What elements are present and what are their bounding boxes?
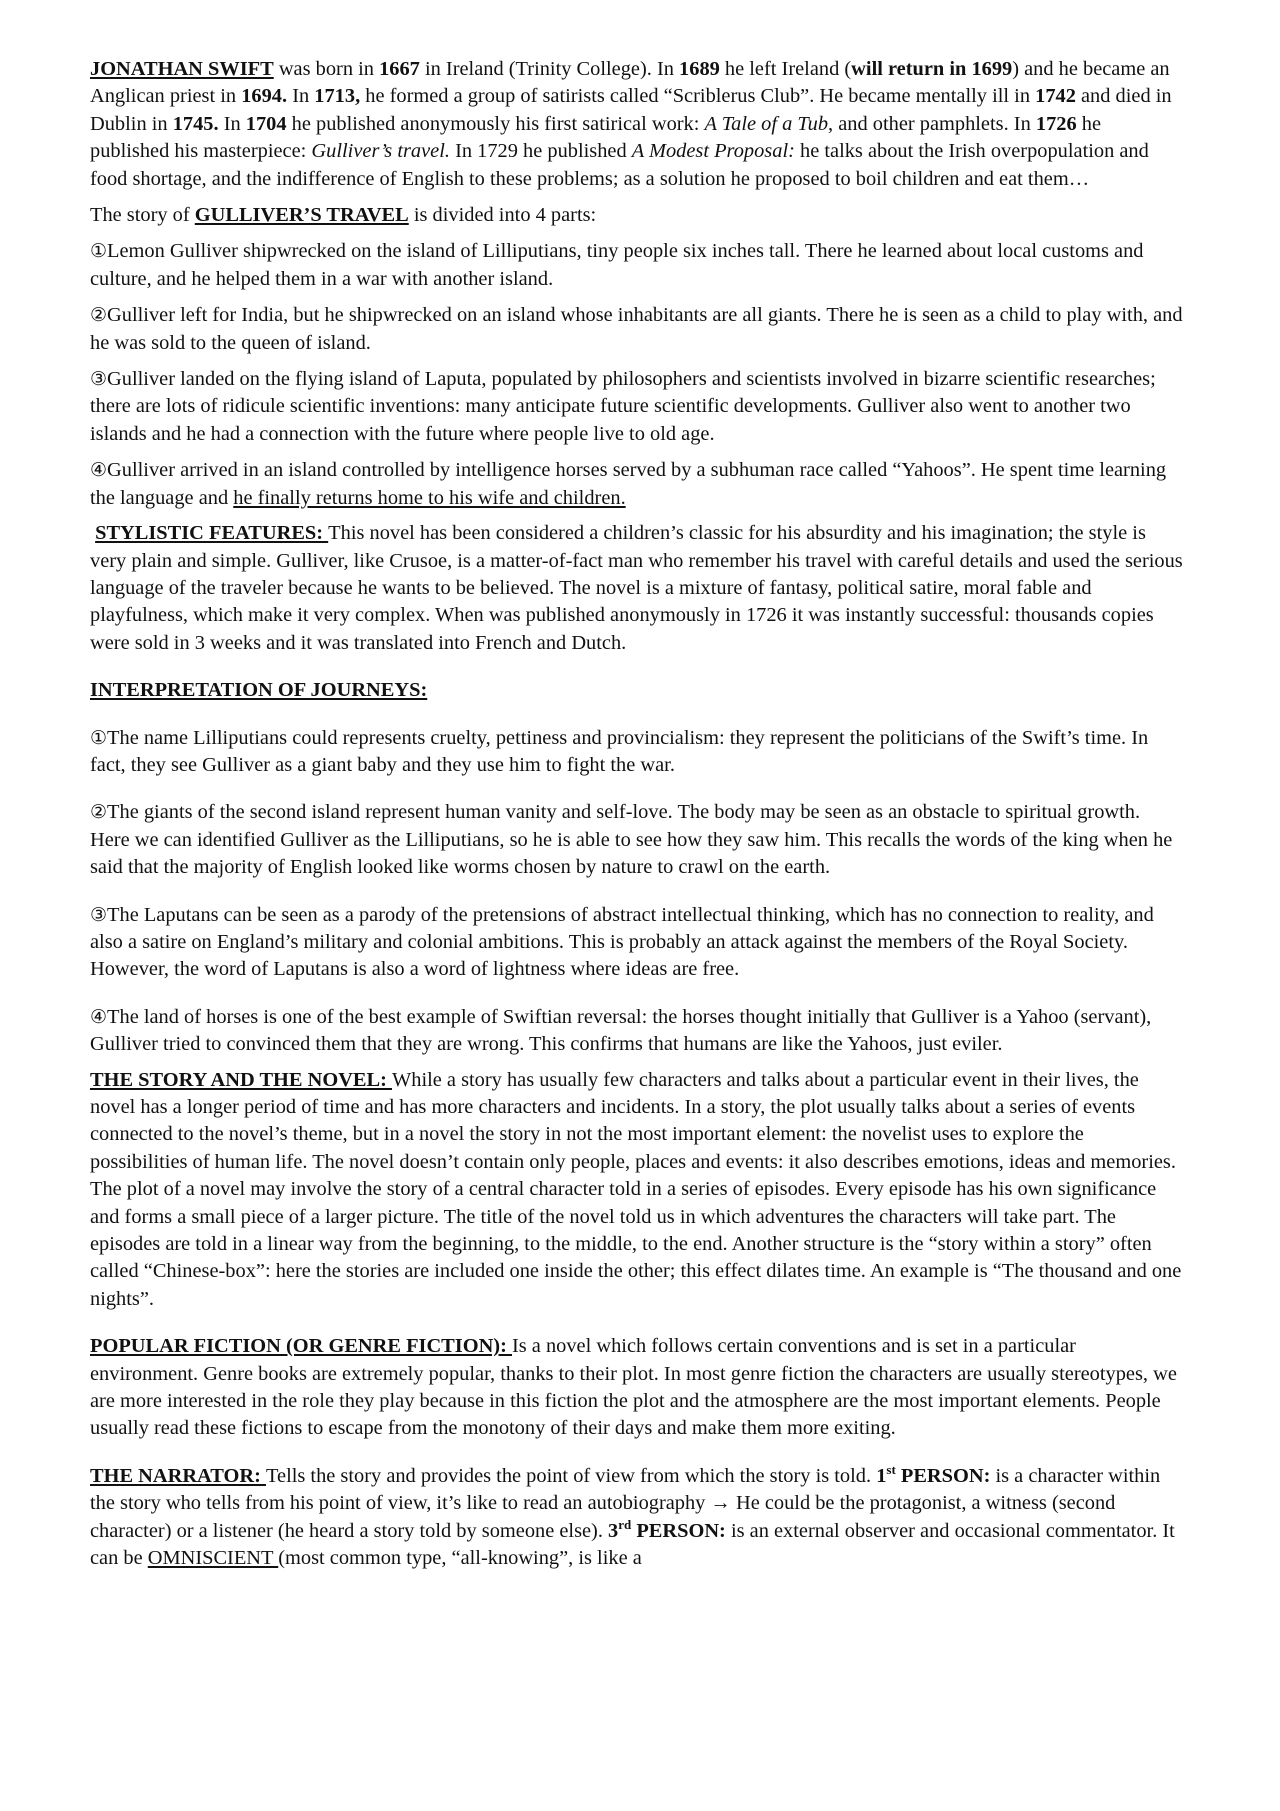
gulliver-intro-paragraph [90,202,1184,229]
circled-number: ① [90,727,108,749]
bio-text: ) and he became an Anglican priest in [90,58,1170,108]
first-person-label [876,1462,991,1487]
bio-year: 1713, [314,85,361,108]
narrator-text: is an external observer and occasional commentator. It can be [90,1519,1175,1570]
interpretation-item [90,799,1184,881]
narrator-paragraph [90,1463,1184,1573]
interpretation-text: The name Lilliputians could represents cruelty, pettiness and provincialism: they represent the politicians of the Swift’s time. In fact, they see Gulliver as a giant baby and they use him to fight the war. [90,726,1149,776]
bio-year: 1689 [679,58,720,80]
bio-text: In 1729 he published [449,140,632,163]
third-person-ordinal: rd [618,1516,632,1532]
narrator-text: is a character within the story who tells from his point of view, it’s like to read an autobiography → He could be the protagonist, a witness (second character) or a listener (he heard a story told by someone else). [90,1464,1161,1542]
third-person-label [608,1516,726,1542]
stylistic-text: This novel has been considered a children’s classic for his absurdity and his imagination; the style is very plain and simple. Gulliver, like Crusoe, is a matter-of-fact man who remember his travel with careful details and used the serious language of the traveler because he wants to be believed. The novel is a mixture of fantasy, political satire, moral fable and playfulness, which make it very complex. When was published anonymously in 1726 it was instantly successful: thousands copies were sold in 3 weeks and it was translated into French and Dutch. [90,522,1183,654]
interpretation-heading-paragraph [90,677,1184,704]
bio-text: , and other pamphlets. In [828,112,1036,135]
interpretation-text: The giants of the second island represent human vanity and self-love. The body may be seen as an obstacle to spiritual growth. Here we can identified Gulliver as the Lilliputians, so he is able to see how they saw him. This recalls the words of the king when he said that the majority of English looked like worms chosen by nature to crawl on the earth. [90,801,1173,879]
popular-fiction-heading: POPULAR FICTION (OR GENRE FICTION): [90,1335,512,1358]
interpretation-text: The land of horses is one of the best example of Swiftian reversal: the horses thought initially that Gulliver is a Yahoo (servant), Gulliver tried to convinced them that they are wrong. This confirms that humans are like the Yahoos, just eviler. [90,1005,1152,1056]
circled-number: ④ [90,460,108,482]
bio-year: 1742 [1035,85,1076,108]
work-title: Gulliver’s travel. [311,140,450,163]
bio-year: 1726 [1035,112,1077,135]
third-person-number: 3 [608,1519,619,1542]
part-text: Lemon Gulliver shipwrecked on the island of Lilliputians, tiny people six inches tall. There he learned about local customs and culture, and he helped them in a war with another island. [90,240,1144,290]
part-item [90,302,1184,357]
interpretation-heading: INTERPRETATION OF JOURNEYS: [90,679,428,702]
circled-number: ① [90,241,108,263]
circled-number: ② [90,802,108,824]
bio-year: 1745. [172,112,219,135]
bio-text: he published his masterpiece: [90,112,1101,163]
popular-fiction-text: Is a novel which follows certain conventions and is set in a particular environment. Genre books are extremely popular, thanks to their plot. In most genre fiction the characters are usually stereotypes, we are more interested in the role they play because in this fiction the plot and the atmosphere are the most important elements. People usually read these fictions to escape from the monotony of their days and make them more exiting. [90,1335,1177,1440]
bio-text: he left Ireland ( [719,58,852,80]
bio-bold: will return in 1699 [851,58,1013,80]
bio-text: in Ireland (Trinity College). In [419,58,680,80]
interpretation-text: The Laputans can be seen as a parody of the pretensions of abstract intellectual thinking, which has no connection to reality, and also a satire on England’s military and colonial ambitions. This is probably an attack against the members of the Royal Society. However, the word of Laputans is also a word of lightness where ideas are free. [90,903,1154,981]
circled-number: ② [90,305,108,327]
stylistic-heading: STYLISTIC FEATURES: [95,522,329,545]
gulliver-heading: GULLIVER’S TRAVEL [194,204,409,227]
part-item [90,238,1184,293]
first-person-word: PERSON: [895,1464,991,1487]
part-item [90,366,1184,448]
interpretation-item [90,1004,1184,1059]
narrator-text: Tells the story and provides the point of view from which the story is told. [265,1464,877,1487]
work-title: A Tale of a Tub [704,112,829,135]
narrator-heading: THE NARRATOR: [90,1464,266,1487]
bio-year: 1667 [379,58,420,80]
interpretation-item [90,902,1184,984]
intro-text: is divided into 4 parts: [408,204,597,227]
circled-number: ④ [90,1006,108,1028]
bio-text: In [218,112,246,135]
first-person-ordinal: st [886,1462,896,1478]
part-underlined-text: he finally returns home to his wife and children. [233,486,626,509]
bio-text: and died in Dublin in [90,85,1172,135]
bio-text: In [287,85,315,108]
circled-number: ③ [90,369,108,391]
part-text: Gulliver left for India, but he shipwrecked on an island whose inhabitants are all giants. There he is seen as a child to play with, and he was sold to the queen of island. [90,304,1183,354]
third-person-word: PERSON: [631,1519,726,1542]
part-text: Gulliver landed on the flying island of Laputa, populated by philosophers and scientists involved in bizarre scientific researches; there are lots of ridicule scientific inventions: many anticipate future scientific developments. Gulliver also went to another two islands and he had a connection with the future where people live to old age. [90,368,1156,445]
bio-text: he talks about the Irish overpopulation and food shortage, and the indifference of English to these problems; as a solution he proposed to boil children and eat them… [90,140,1149,190]
swift-heading: JONATHAN SWIFT [90,58,274,80]
bio-year: 1704 [245,112,287,135]
circled-number: ③ [90,904,108,926]
bio-text: was born in [273,58,380,80]
part-item [90,457,1184,512]
part-text: Gulliver arrived in an island controlled by intelligence horses served by a subhuman race called “Yahoos”. He spent time learning the language and [90,459,1167,509]
work-title: A Modest Proposal: [631,140,795,163]
story-novel-heading: THE STORY AND THE NOVEL: [90,1068,393,1091]
bio-text: he formed a group of satirists called “Scriblerus Club”. He became mentally ill in [360,85,1036,108]
story-novel-paragraph [90,1067,1184,1314]
interpretation-item [90,725,1184,780]
first-person-number: 1 [876,1464,887,1487]
bio-year: 1694. [241,85,288,108]
popular-fiction-paragraph [90,1333,1184,1443]
stylistic-paragraph [90,520,1184,657]
omniscient-term: OMNISCIENT [147,1547,279,1570]
intro-text: The story of [90,204,195,227]
story-novel-text: While a story has usually few characters and talks about a particular event in their lives, the novel has a longer period of time and has more characters and incidents. In a story, the plot usually talks about a series of events connected to the novel’s theme, but in a novel the story in not the most important element: the novelist uses to explore the possibilities of human life. The novel doesn’t contain only people, places and events: it also describes emotions, ideas and memories. The plot of a novel may involve the story of a central character told in a series of episodes. Every episode has his own significance and forms a small piece of a larger picture. The title of the novel told us in which adventures the characters will take part. The episodes are told in a linear way from the beginning, to the middle, to the end. Another structure is the “story within a story” often called “Chinese-box”: here the stories are included one inside the other; this effect dilates time. An example is “The thousand and one nights”. [90,1068,1182,1310]
bio-text: he published anonymously his first satirical work: [286,112,705,135]
swift-bio-paragraph [90,56,1184,193]
narrator-text: (most common type, “all-knowing”, is like a [278,1547,642,1570]
